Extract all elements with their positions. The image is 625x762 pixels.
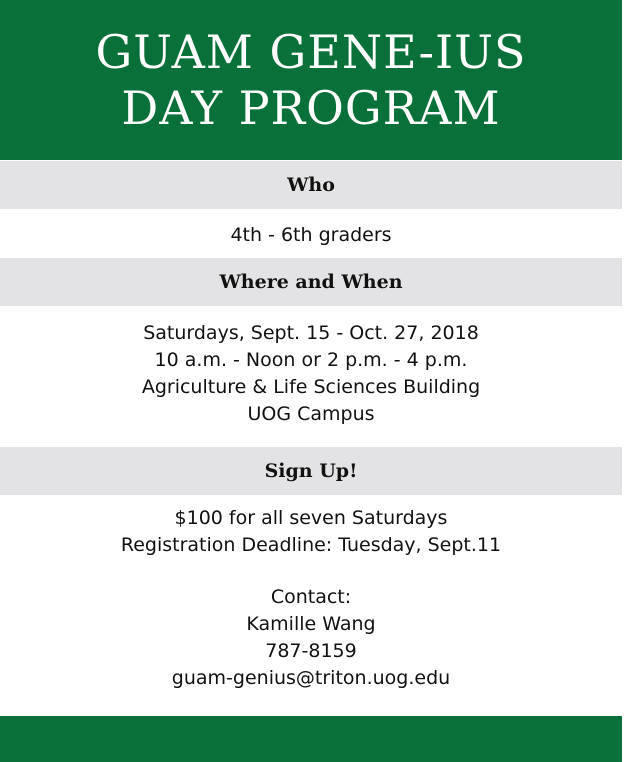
contact-label: Contact: (270, 586, 352, 608)
who-details (0, 222, 622, 249)
header-title-line-1: GUAM GENE-IUS (95, 25, 527, 79)
contact-name: Kamille Wang (246, 613, 376, 635)
section-title-signup: Sign Up! (264, 460, 358, 482)
section-bar-who (0, 161, 622, 209)
footer-banner (0, 716, 622, 762)
contact-email: guam-genius@triton.uog.edu (171, 667, 451, 689)
where-when-dates: Saturdays, Sept. 15 - Oct. 27, 2018 (143, 322, 479, 344)
header-banner (0, 0, 622, 160)
signup-price: $100 for all seven Saturdays (174, 507, 448, 529)
where-when-campus: UOG Campus (247, 403, 375, 425)
section-bar-signup (0, 447, 622, 495)
where-when-times: 10 a.m. - Noon or 2 p.m. - 4 p.m. (154, 349, 468, 371)
contact-details (0, 584, 622, 692)
where-when-details (0, 320, 622, 428)
section-title-who: Who (287, 174, 335, 196)
who-grades: 4th - 6th graders (230, 224, 392, 246)
section-bar-where-when (0, 258, 622, 306)
signup-details (0, 505, 622, 559)
signup-deadline: Registration Deadline: Tuesday, Sept.11 (120, 534, 502, 556)
header-title-line-2: DAY PROGRAM (121, 81, 501, 135)
where-when-building: Agriculture & Life Sciences Building (141, 376, 481, 398)
section-title-where-when: Where and When (219, 271, 403, 293)
contact-phone: 787-8159 (265, 640, 357, 662)
